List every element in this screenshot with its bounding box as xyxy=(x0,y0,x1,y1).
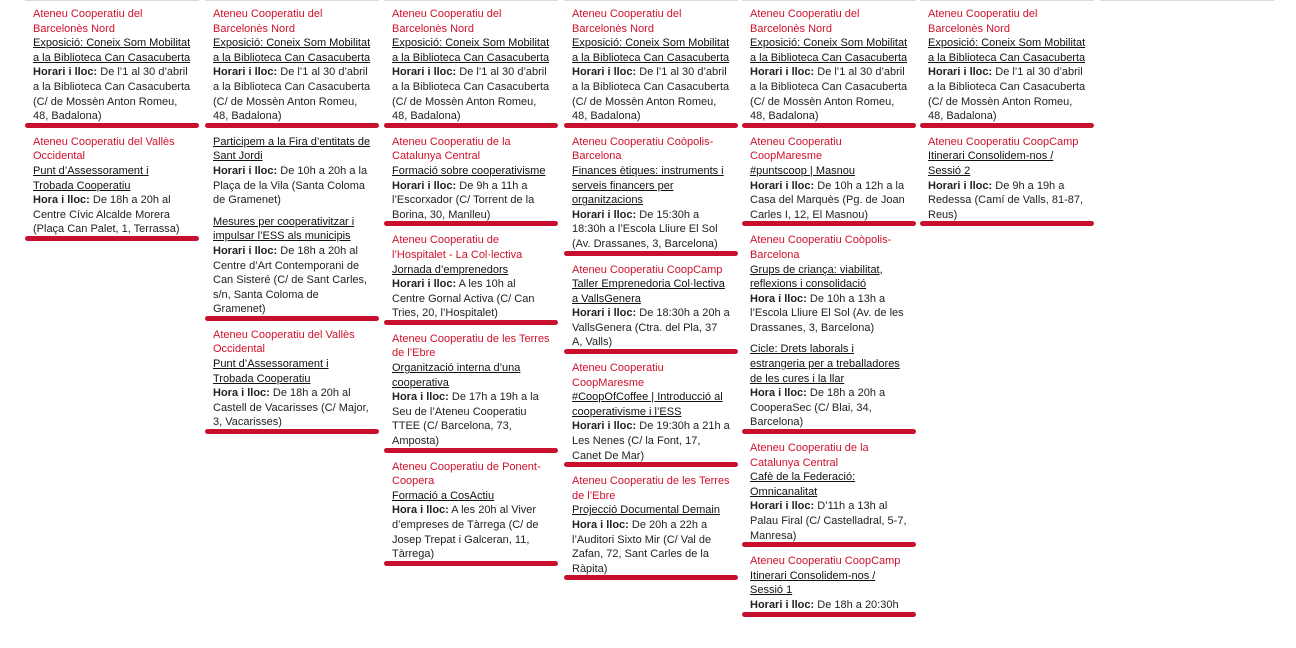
event-title-link[interactable]: #CoopOfCoffee | Introducció al cooperativisme i l’ESS xyxy=(572,391,723,418)
event-schedule-label: Horari i lloc: xyxy=(750,598,815,611)
event-schedule-label: Hora i lloc: xyxy=(213,387,270,400)
event-schedule-detail: De 18h a 20:30h xyxy=(814,598,899,611)
event-card xyxy=(564,361,738,467)
event-schedule-label: Horari i lloc: xyxy=(33,66,98,79)
event-card xyxy=(384,135,558,227)
event-schedule-detail: De 20h a 22h a l’Auditori Sixto Mir (C/ Val de Zafan, 72, Sant Carles de la Ràpita) xyxy=(572,519,712,575)
event-title-link[interactable]: Jornada d’emprenedors xyxy=(392,263,509,276)
day-column xyxy=(1100,0,1274,648)
event-schedule-label: Horari i lloc: xyxy=(213,164,278,177)
event-title-link[interactable]: Punt d’Assessorament i Trobada Cooperatiu xyxy=(213,358,329,385)
event-schedule-label: Horari i lloc: xyxy=(928,66,993,79)
event-schedule-label: Hora i lloc: xyxy=(392,391,449,404)
event-card xyxy=(205,215,379,321)
event-organizer-link[interactable]: Ateneu Cooperatiu del Barcelonès Nord xyxy=(213,8,323,35)
event-schedule xyxy=(750,292,908,336)
event-card xyxy=(920,7,1094,128)
event-schedule-detail: De l’1 al 30 d’abril a la Biblioteca Can Casacuberta (C/ de Mossèn Anton Romeu, 48, Badalona) xyxy=(33,66,191,123)
event-schedule xyxy=(572,65,730,123)
event-card xyxy=(384,332,558,453)
event-schedule-label: Horari i lloc: xyxy=(750,66,815,79)
event-schedule-label: Horari i lloc: xyxy=(928,179,993,192)
event-schedule xyxy=(750,598,908,613)
day-column-divider xyxy=(384,0,558,1)
event-schedule-detail: De 15:30h a 18:30h a l’Escola Lliure El Sol (Av. Drassanes, 3, Barcelona) xyxy=(572,208,718,250)
event-title-link[interactable]: Finances ètiques: instruments i serveis financers per organitzacions xyxy=(572,164,724,207)
event-schedule-detail: De l’1 al 30 d’abril a la Biblioteca Can Casacuberta (C/ de Mossèn Anton Romeu, 48, Badalona) xyxy=(572,66,730,123)
event-schedule-detail: De l’1 al 30 d’abril a la Biblioteca Can Casacuberta (C/ de Mossèn Anton Romeu, 48, Badalona) xyxy=(213,66,371,123)
event-schedule-label: Horari i lloc: xyxy=(750,179,815,192)
event-title-link[interactable]: Exposició: Coneix Som Mobilitat a la Biblioteca Can Casacuberta xyxy=(750,37,908,64)
event-schedule xyxy=(392,65,550,123)
event-organizer-link[interactable]: Ateneu Cooperatiu de les Terres de l’Ebre xyxy=(392,332,550,360)
event-schedule-label: Horari i lloc: xyxy=(572,307,637,320)
day-column xyxy=(25,0,199,648)
event-schedule-label: Horari i lloc: xyxy=(572,208,637,221)
event-title-link[interactable]: Itinerari Consolidem-nos / Sessió 2 xyxy=(928,150,1054,177)
event-card xyxy=(384,233,558,325)
event-title-link[interactable]: Grups de criança: viabilitat, reflexions i consolidació xyxy=(750,263,883,291)
event-schedule xyxy=(392,503,550,561)
event-schedule xyxy=(928,179,1086,223)
event-schedule xyxy=(213,164,371,208)
day-column-divider xyxy=(1100,0,1274,1)
event-schedule-detail: De 18:30h a 20h a VallsGenera (Ctra. del Pla, 37 A, Valls) xyxy=(572,307,730,349)
event-schedule-detail: De 18h a 20h al Centre Cívic Alcalde Morera (Plaça Can Palet, 1, Terrassa) xyxy=(33,194,180,236)
event-schedule-detail: De 18h a 20h al Centre d’Art Contemporani de Can Sisteré (C/ de Sant Carles, s/n, Santa Coloma de Gramenet) xyxy=(213,244,368,316)
event-card xyxy=(564,7,738,128)
event-schedule xyxy=(33,193,191,237)
event-title-link[interactable]: Itinerari Consolidem-nos / Sessió 1 xyxy=(750,569,876,597)
event-schedule-detail: De 9h a 19h a Redessa (Camí de Valls, 81-87, Reus) xyxy=(928,179,1084,221)
event-card xyxy=(564,135,738,256)
event-schedule-label: Hora i lloc: xyxy=(33,194,90,207)
event-schedule xyxy=(33,65,191,123)
event-list xyxy=(384,7,558,573)
event-card xyxy=(384,7,558,128)
event-schedule-label: Hora i lloc: xyxy=(572,519,629,531)
event-title-link[interactable]: Organització interna d’una cooperativa xyxy=(392,362,521,389)
event-schedule xyxy=(928,65,1086,123)
event-schedule-detail: De l’1 al 30 d’abril a la Biblioteca Can Casacuberta (C/ de Mossèn Anton Romeu, 48, Badalona) xyxy=(392,66,550,123)
event-organizer-link[interactable]: Ateneu Cooperatiu del Barcelonès Nord xyxy=(33,8,143,35)
event-title-link[interactable]: Exposició: Coneix Som Mobilitat a la Biblioteca Can Casacuberta xyxy=(928,37,1086,64)
event-title-link[interactable]: Exposició: Coneix Som Mobilitat a la Biblioteca Can Casacuberta xyxy=(572,37,730,64)
event-card xyxy=(742,233,916,335)
event-card xyxy=(25,135,199,241)
event-organizer-link[interactable]: Ateneu Cooperatiu del Vallès Occidental xyxy=(213,328,355,356)
event-organizer-link[interactable]: Ateneu Cooperatiu Coòpolis-Barcelona xyxy=(572,135,714,163)
day-column-divider xyxy=(920,0,1094,1)
event-card xyxy=(742,342,916,434)
event-organizer-link[interactable]: Ateneu Cooperatiu de la Catalunya Central xyxy=(392,135,511,163)
event-organizer-link[interactable]: Ateneu Cooperatiu de Ponent-Coopera xyxy=(392,460,541,488)
event-schedule-label: Hora i lloc: xyxy=(750,292,807,305)
event-organizer-link[interactable]: Ateneu Cooperatiu CoopMaresme xyxy=(750,135,842,163)
event-schedule-label: Horari i lloc: xyxy=(750,500,815,513)
event-card xyxy=(742,554,916,616)
event-schedule-detail: D’11h a 13h al Palau Firal (C/ Castelladral, 5-7, Manresa) xyxy=(750,500,907,542)
event-organizer-link[interactable]: Ateneu Cooperatiu del Barcelonès Nord xyxy=(928,8,1038,35)
event-organizer-link[interactable]: Ateneu Cooperatiu de la Catalunya Central xyxy=(750,442,869,469)
event-card xyxy=(205,328,379,434)
event-schedule xyxy=(750,499,908,543)
event-list xyxy=(205,7,379,441)
event-card xyxy=(205,135,379,208)
event-title-link[interactable]: Participem a la Fira d’entitats de Sant Jordi xyxy=(213,135,371,163)
event-schedule-detail: De 18h a 20h al Castell de Vacarisses (C/ Major, 3, Vacarisses) xyxy=(213,387,369,429)
event-schedule-label: Horari i lloc: xyxy=(572,66,637,79)
event-card xyxy=(205,7,379,128)
event-schedule-detail: De 10h a 13h a l’Escola Lliure El Sol (Av. de les Drassanes, 3, Barcelona) xyxy=(750,292,904,334)
day-column xyxy=(205,0,379,648)
event-list xyxy=(564,7,738,587)
day-column xyxy=(742,0,916,648)
event-schedule-detail: De 17h a 19h a la Seu de l’Ateneu Cooperatiu TTEE (C/ Barcelona, 73, Amposta) xyxy=(392,391,539,448)
event-schedule-label: Horari i lloc: xyxy=(392,278,457,291)
event-card xyxy=(384,460,558,566)
event-organizer-link[interactable]: Ateneu Cooperatiu del Barcelonès Nord xyxy=(750,8,860,35)
event-organizer-link[interactable]: Ateneu Cooperatiu del Barcelonès Nord xyxy=(572,8,682,35)
event-title-link[interactable]: Formació sobre cooperativisme xyxy=(392,164,546,177)
event-schedule-label: Hora i lloc: xyxy=(392,504,449,517)
event-schedule xyxy=(572,208,730,252)
event-list xyxy=(25,7,199,248)
event-schedule xyxy=(213,65,371,123)
event-schedule xyxy=(750,386,908,430)
day-column xyxy=(564,0,738,648)
event-title-link[interactable]: Exposició: Coneix Som Mobilitat a la Biblioteca Can Casacuberta xyxy=(392,37,550,64)
event-title-link[interactable]: Formació a CosActiu xyxy=(392,489,495,502)
event-title-link[interactable]: Taller Emprenedoria Col·lectiva a VallsGenera xyxy=(572,278,725,305)
event-schedule-label: Horari i lloc: xyxy=(392,179,457,192)
event-schedule xyxy=(750,65,908,123)
event-organizer-link[interactable]: Ateneu Cooperatiu Coòpolis-Barcelona xyxy=(750,234,892,261)
event-card xyxy=(564,263,738,355)
event-schedule-detail: A les 20h al Viver d’empreses de Tàrrega (C/ de Josep Trepat i Galceran, 11, Tàrrega) xyxy=(392,504,539,561)
event-organizer-link[interactable]: Ateneu Cooperatiu CoopMaresme xyxy=(572,362,664,389)
event-organizer-link[interactable]: Ateneu Cooperatiu CoopCamp xyxy=(750,555,901,568)
event-schedule xyxy=(572,518,730,576)
event-schedule-label: Horari i lloc: xyxy=(392,66,457,79)
event-schedule-label: Horari i lloc: xyxy=(572,420,637,433)
event-schedule xyxy=(213,386,371,430)
event-schedule-label: Horari i lloc: xyxy=(213,66,278,79)
event-schedule xyxy=(392,179,550,223)
event-title-link[interactable]: Projecció Documental Demain xyxy=(572,504,720,517)
event-schedule-detail: De l’1 al 30 d’abril a la Biblioteca Can Casacuberta (C/ de Mossèn Anton Romeu, 48, Badalona) xyxy=(928,66,1086,123)
event-title-link[interactable]: #puntscoop | Masnou xyxy=(750,164,855,177)
event-title-link[interactable]: Punt d’Assessorament i Trobada Cooperatiu xyxy=(33,164,149,192)
day-column-divider xyxy=(742,0,916,1)
event-title-link[interactable]: Mesures per cooperativitzar i impulsar l’ESS als municipis xyxy=(213,215,355,243)
event-schedule xyxy=(750,179,908,223)
event-card xyxy=(25,7,199,128)
event-title-link[interactable]: Exposició: Coneix Som Mobilitat a la Biblioteca Can Casacuberta xyxy=(213,37,371,64)
event-schedule-label: Horari i lloc: xyxy=(213,244,278,257)
event-organizer-link[interactable]: Ateneu Cooperatiu de l’Hospitalet - La Col·lectiva xyxy=(392,234,523,261)
event-organizer-link[interactable]: Ateneu Cooperatiu CoopCamp xyxy=(572,263,723,276)
event-list xyxy=(920,7,1094,233)
event-title-link[interactable]: Cicle: Drets laborals i estrangeria per a treballadores de les cures i la llar xyxy=(750,343,900,385)
event-card xyxy=(564,474,738,580)
event-title-link[interactable]: Exposició: Coneix Som Mobilitat a la Biblioteca Can Casacuberta xyxy=(33,37,191,64)
event-title-link[interactable]: Cafè de la Federació: Omnicanalitat xyxy=(750,471,856,498)
event-card xyxy=(920,135,1094,227)
event-schedule-detail: De 9h a 11h a l’Escorxador (C/ Torrent de la Borina, 30, Manlleu) xyxy=(392,179,535,221)
day-column xyxy=(384,0,558,648)
day-column-divider xyxy=(205,0,379,1)
event-schedule xyxy=(392,277,550,321)
event-schedule xyxy=(213,244,371,317)
event-schedule xyxy=(572,306,730,350)
day-column-divider xyxy=(25,0,199,1)
event-organizer-link[interactable]: Ateneu Cooperatiu de les Terres de l’Ebre xyxy=(572,475,730,502)
event-card xyxy=(742,441,916,547)
event-schedule-detail: De 10h a 20h a la Plaça de la Vila (Santa Coloma de Gramenet) xyxy=(213,164,368,207)
event-schedule-detail: De 10h a 12h a la Casa del Marquès (Pg. de Joan Carles I, 12, El Masnou) xyxy=(750,179,905,221)
event-schedule-label: Hora i lloc: xyxy=(750,387,807,400)
event-schedule-detail: De 19:30h a 21h a Les Nenes (C/ la Font, 17, Canet De Mar) xyxy=(572,420,730,462)
event-schedule-detail: De 18h a 20h a CooperaSec (C/ Blai, 34, Barcelona) xyxy=(750,387,886,429)
event-schedule-detail: De l’1 al 30 d’abril a la Biblioteca Can Casacuberta (C/ de Mossèn Anton Romeu, 48, Badalona) xyxy=(750,66,908,123)
event-card xyxy=(742,135,916,227)
event-organizer-link[interactable]: Ateneu Cooperatiu del Vallès Occidental xyxy=(33,135,175,163)
event-organizer-link[interactable]: Ateneu Cooperatiu CoopCamp xyxy=(928,135,1079,148)
event-schedule xyxy=(572,419,730,463)
day-column-divider xyxy=(564,0,738,1)
day-column xyxy=(920,0,1094,648)
event-organizer-link[interactable]: Ateneu Cooperatiu del Barcelonès Nord xyxy=(392,8,502,35)
event-list xyxy=(742,7,916,624)
event-schedule-detail: A les 10h al Centre Gornal Activa (C/ Can Tries, 20, l’Hospitalet) xyxy=(392,278,535,320)
event-card xyxy=(742,7,916,128)
event-schedule xyxy=(392,390,550,448)
